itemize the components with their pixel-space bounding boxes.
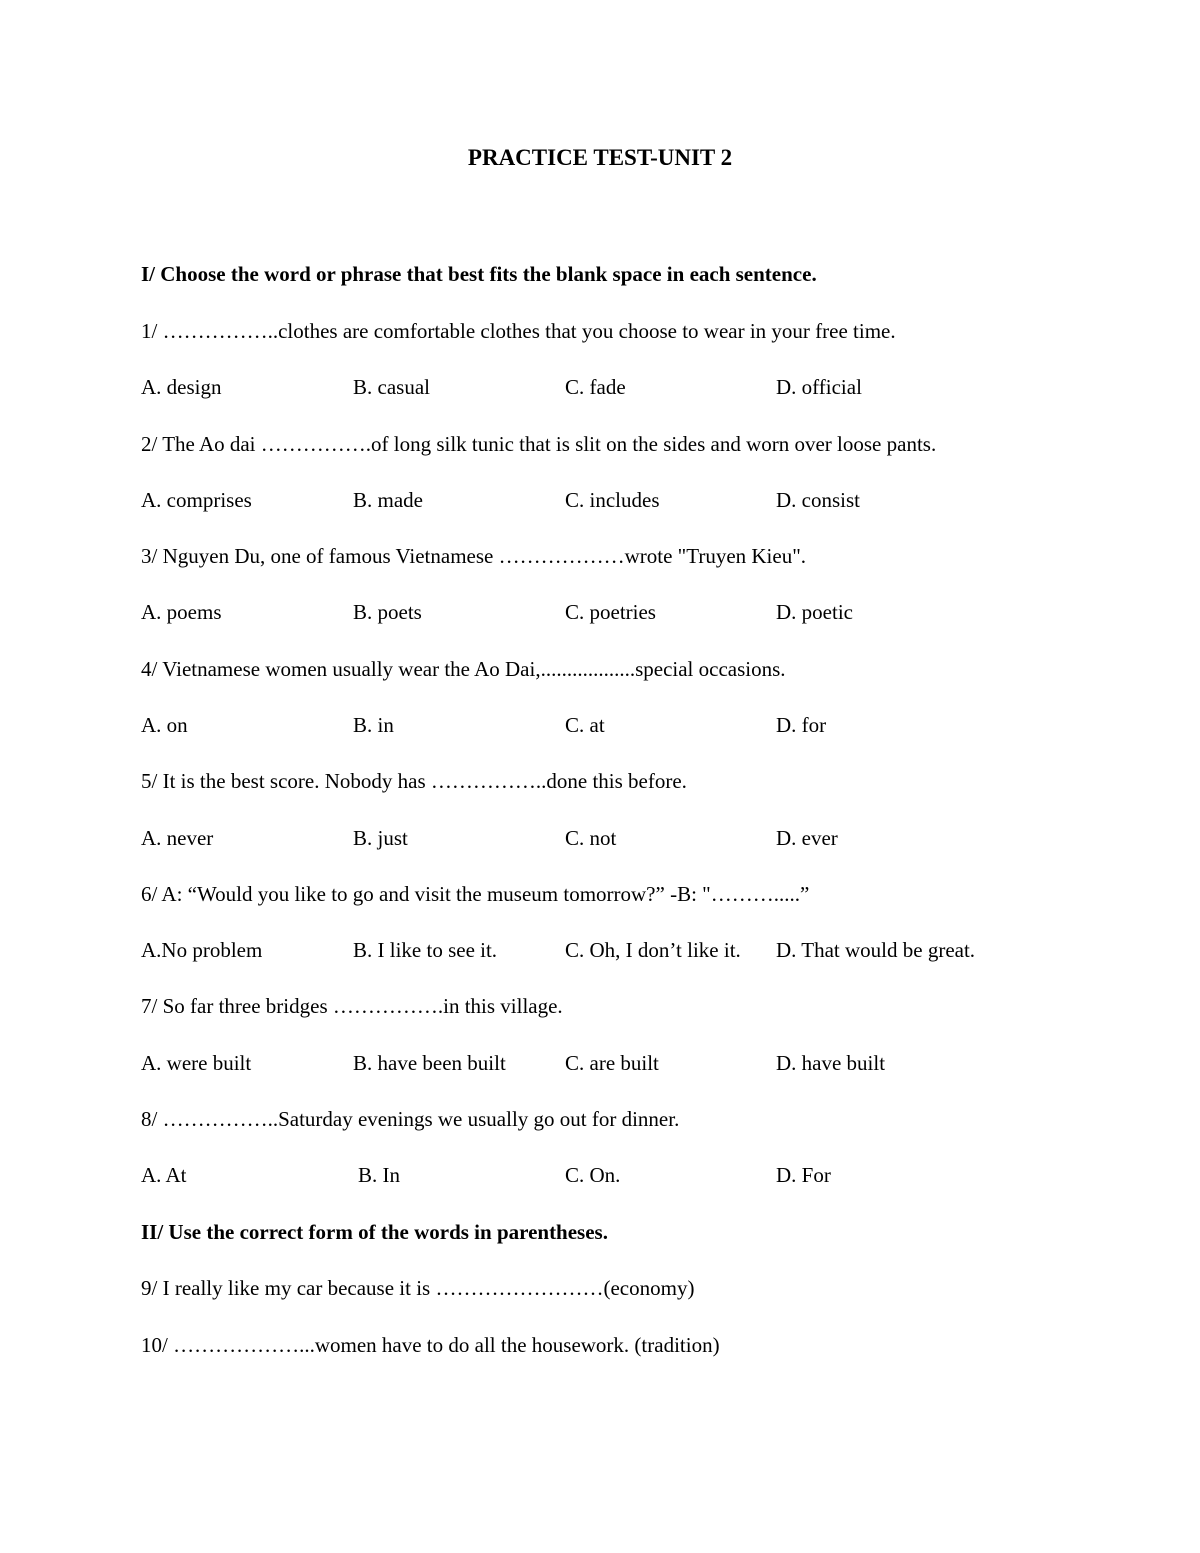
question-6-option-a: A.No problem [141,938,263,962]
question-6-text: 6/ A: “Would you like to go and visit the museum tomorrow?” -B: "……….....” [141,882,810,906]
question-7-option-c: C. are built [565,1051,659,1075]
question-4-option-a: A. on [141,713,188,737]
question-6-option-d: D. That would be great. [776,938,976,962]
question-5-option-b: B. just [353,826,408,850]
question-3-text: 3/ Nguyen Du, one of famous Vietnamese ………………wrote "Truyen Kieu". [141,544,807,568]
question-8-option-d: D. For [776,1163,831,1187]
question-1-option-c: C. fade [565,375,626,399]
question-5-option-c: C. not [565,826,617,850]
question-1-option-d: D. official [776,375,862,399]
question-8-option-a: A. At [141,1163,187,1187]
question-7-text: 7/ So far three bridges …………….in this village. [141,994,563,1018]
question-2-option-b: B. made [353,488,423,512]
question-7-option-b: B. have been built [353,1051,506,1075]
question-2-option-d: D. consist [776,488,860,512]
question-6-option-b: B. I like to see it. [353,938,498,962]
question-8-option-b: B. In [358,1163,400,1187]
question-3-option-b: B. poets [353,600,422,624]
question-5-text: 5/ It is the best score. Nobody has ……………..done this before. [141,769,687,793]
question-10-text: 10/ ………………...women have to do all the housework. (tradition) [141,1333,720,1357]
question-9-text: 9/ I really like my car because it is ……………………(economy) [141,1276,695,1300]
question-8-option-c: C. On. [565,1163,621,1187]
question-4-option-b: B. in [353,713,394,737]
question-3-option-c: C. poetries [565,600,656,624]
document-title: PRACTICE TEST-UNIT 2 [467,145,733,170]
question-1-option-b: B. casual [353,375,430,399]
question-1-text: 1/ ……………..clothes are comfortable clothes that you choose to wear in your free time. [141,319,896,343]
question-4-option-c: C. at [565,713,605,737]
question-6-option-c: C. Oh, I don’t like it. [565,938,741,962]
question-2-option-c: C. includes [565,488,660,512]
question-4-option-d: D. for [776,713,827,737]
question-3-option-d: D. poetic [776,600,853,624]
question-2-option-a: A. comprises [141,488,252,512]
question-5-option-d: D. ever [776,826,838,850]
question-2-text: 2/ The Ao dai …………….of long silk tunic that is slit on the sides and worn over loose pants. [141,432,937,456]
question-3-option-a: A. poems [141,600,222,624]
question-8-text: 8/ ……………..Saturday evenings we usually go out for dinner. [141,1107,680,1131]
section-1-heading: I/ Choose the word or phrase that best fits the blank space in each sentence. [141,262,817,286]
section-2-heading: II/ Use the correct form of the words in parentheses. [141,1220,608,1244]
question-7-option-d: D. have built [776,1051,886,1075]
question-1-option-a: A. design [141,375,222,399]
question-7-option-a: A. were built [141,1051,252,1075]
question-5-option-a: A. never [141,826,214,850]
question-4-text: 4/ Vietnamese women usually wear the Ao Dai,..................special occasions. [141,657,786,681]
